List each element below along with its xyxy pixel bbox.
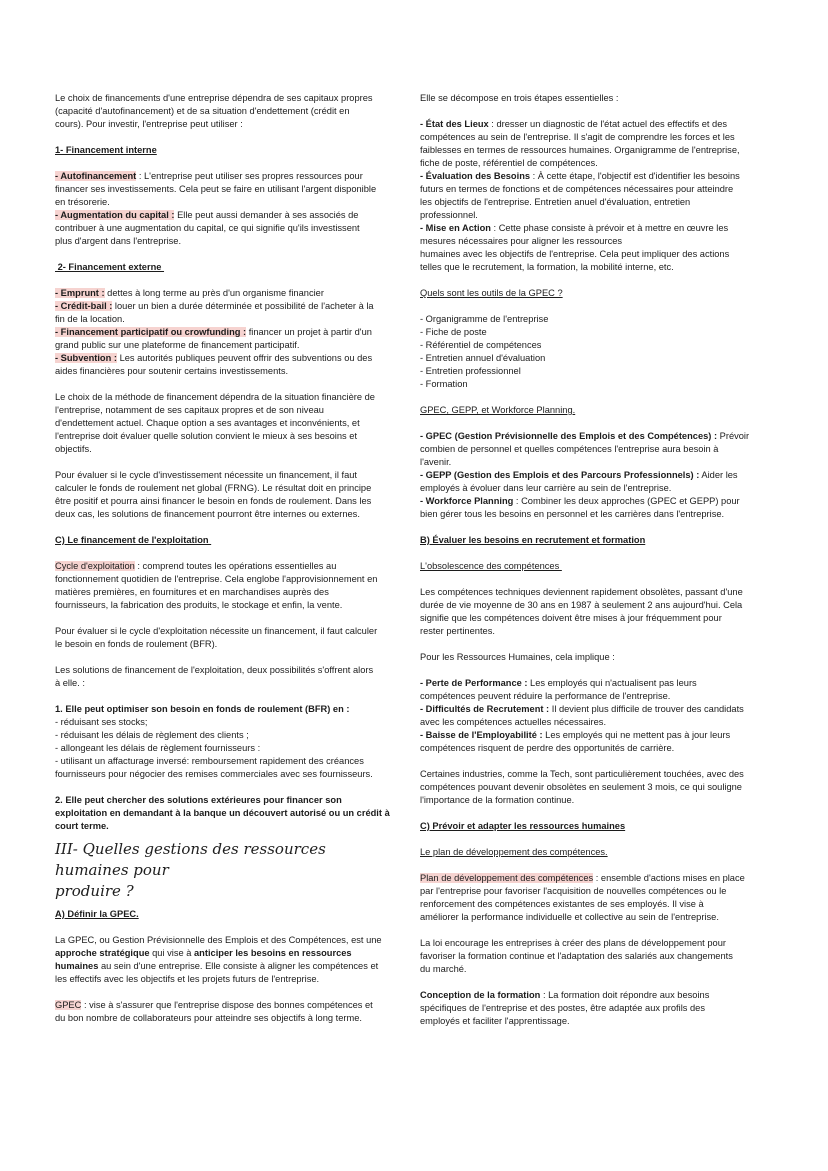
section-title-handwritten: III- Quelles gestions des ressources humaines pour produire ? [55,840,326,900]
list-item: - Entretien annuel d'évaluation [420,353,546,363]
text-line: fin de la location. [55,314,125,324]
heading-evaluer-besoins: B) Évaluer les besoins en recrutement et formation [420,535,646,545]
text-line: en trésorerie. [55,197,110,207]
etapes-intro: Elle se décompose en trois étapes essentielles : [420,93,619,103]
option-2-paragraph: 2. Elle peut chercher des solutions extérieures pour financer son exploitation en demandant à la banque un découvert autorisé ou un crédit à court terme. [55,795,390,831]
gpec-vise-paragraph: GPEC : vise à s'assurer que l'entreprise dispose des bonnes compétences et du bon nombre de collaborateurs pour atteindre ses objectifs à long terme. [55,1000,373,1023]
gpec-gepp-list: - GPEC (Gestion Prévisionnelle des Emplois et des Compétences) : Prévoir combien de personnel et quelles compétences l'entreprise aura besoin à l'avenir. - GEPP (Gestion des Emplois et des Parcours Professionnels) : Aider les employés à évoluer dans leur carrière au sein de l'entreprise. - Workforce Planning : Combiner les deux approches (GPEC et GEPP) pour bien gérer tous les besoins en personnel et les carrières dans l'entreprise. [420,431,750,519]
financement-externe-list: - Emprunt : dettes à long terme au près d'un organisme financier - Crédit-bail : louer un bien a durée déterminée et possibilité de l'acheter à la fin de la location. - Financement participatif ou crowfunding : financer un projet à partir d'un grand public sur une plateforme de financement participatif. - Subvention : Les autorités publiques peuvent offrir des subventions ou des aides financières pour soutenir certains investissements. [55,287,403,378]
cycle-investissement-paragraph: Pour évaluer si le cycle d'investissement nécessite un financement, il faut calculer le fonds de roulement net global (FRNG). Le résultat doit en principe être positif et pourra ainsi financer le besoin en fonds de roulement. Dans les deux cas, les solutions de financement pourront être internes ou externes. [55,470,372,519]
obsolescence-paragraph: Les compétences techniques deviennent rapidement obsolètes, passant d'une durée de vie moyenne de 30 ans en 1987 à seulement 2 ans aujourd'hui. Cela signifie que les compétences doivent être mises à jour fréquemment pour rester pertinentes. [420,587,743,636]
right-column [420,92,774,1028]
highlight-term: - Augmentation du capital : [55,210,175,220]
augmentation-capital-item: - Augmentation du capital : Elle peut aussi demander à ses associés de contribuer à une augmentation du capital, ce qui signifie qu'ils investissent plus d'argent dans l'entreprise. [55,209,403,248]
heading-prevoir-adapter: C) Prévoir et adapter les ressources humaines [420,821,626,831]
list-item: - Fiche de poste [420,327,487,337]
text-line: Le choix de financements d'une entreprise dépendra de ses capitaux propres [55,93,373,103]
heading-financement-interne: 1- Financement interne [55,145,157,155]
highlight-term: Cycle d'exploitation [55,561,135,571]
cycle-exploitation-definition: Cycle d'exploitation : comprend toutes les opérations essentielles au fonctionnement quotidien de l'entreprise. Cela englobe l'approvisionnement en matières premières, en fournitures et en marchandises auprès des fournisseurs, la fabrication des produits, le stockage et enfin, la vente. [55,561,378,610]
text-line: grand public sur une plateforme de financement participatif. [55,340,300,350]
list-item: - Organigramme de l'entreprise [420,314,549,324]
rh-implications-list: - Perte de Performance : Les employés qui n'actualisent pas leurs compétences peuvent réduire la performance de l'entreprise. - Difficultés de Recrutement : Il devient plus difficile de trouver des candidats avec les compétences actuelles nécessaires. - Baisse de l'Employabilité : Les employés qui ne mettent pas à jour leurs compétences risquent de perdre des opportunités de carrière. [420,678,744,753]
solutions-paragraph: Les solutions de financement de l'exploitation, deux possibilités s'offrent alors à elle. : [55,665,374,688]
autofinancement-item: - Autofinancement : L'entreprise peut utiliser ses propres ressources pour financer ses investissements. Cela peut se faire en utilisant l'argent disponible en trésorerie. [55,170,403,209]
plan-definition: Plan de développement des compétences : ensemble d'actions mises en place par l'entreprise pour favoriser l'acquisition de nouvelles compétences ou le renforcement des compétences existantes de ses employés. Il vise à améliorer la performance individuelle et collective au sein de l'entreprise. [420,873,745,922]
highlight-term: - Emprunt : [55,288,105,298]
text-line: plus d'argent dans l'entreprise. [55,236,182,246]
highlight-term: - Financement participatif ou crowfunding : [55,327,247,337]
left-column [55,92,403,1025]
highlight-term: - Subvention : [55,353,117,363]
conception-paragraph: Conception de la formation : La formation doit répondre aux besoins spécifiques de l'entreprise et des postes, être adaptée aux profils des employés et faciliter l'apprentissage. [420,990,710,1026]
highlight-term: - Crédit-bail : [55,301,113,311]
option-1-list: 1. Elle peut optimiser son besoin en fonds de roulement (BFR) en : - réduisant ses stocks; - réduisant les délais de règlement des clients ; - allongeant les délais de règlement fournisseurs : - utilisant un affacturage inversé: remboursement rapidement des créances fournisseurs pour négocier des remises commerciales avec ses fournisseurs. [55,704,373,779]
loi-paragraph: La loi encourage les entreprises à créer des plans de développement pour favoriser la formation continue et l'adaptation des salariés aux changements du marché. [420,938,733,974]
highlight-term: GPEC [55,1000,82,1010]
text-line: aides financières pour soutenir certains investissements. [55,366,289,376]
outils-title: Quels sont les outils de la GPEC ? [420,288,563,298]
list-item: - Entretien professionnel [420,366,521,376]
obsolescence-title: L'obsolescence des compétences [420,561,562,571]
highlight-term: Plan de développement des compétences [420,873,594,883]
heading-financement-exploitation: C) Le financement de l'exploitation [55,535,212,545]
heading-definir-gpec: A) Définir la GPEC. [55,909,139,919]
rh-intro: Pour les Ressources Humaines, cela implique : [420,652,615,662]
intro-paragraph [55,92,403,131]
heading-financement-externe: 2- Financement externe [55,262,165,272]
text-line: (capacité d'autofinancement) et de sa situation d'endettement (crédit en [55,106,350,116]
bfr-paragraph: Pour évaluer si le cycle d'exploitation nécessite un financement, il faut calculer le besoin en fonds de roulement (BFR). [55,626,378,649]
list-item: - Formation [420,379,468,389]
list-item: - Référentiel de compétences [420,340,542,350]
plan-title: Le plan de développement des compétences. [420,847,608,857]
gepp-title: GPEC, GEPP, et Workforce Planning. [420,405,576,415]
text-line: financer ses investissements. Cela peut se faire en utilisant l'argent disponible [55,184,377,194]
etape-evaluation-besoins: - Évaluation des Besoins : À cette étape, l'objectif est d'identifier les besoins futurs en termes de fonctions et de compétences nécessaires pour atteindre les objectifs de l'entreprise. Entretien anuel d'évaluation, entretien professionnel. [420,171,740,220]
choix-paragraph: Le choix de la méthode de financement dépendra de la situation financière de l'entreprise, notamment de ses capitaux propres et de son niveau d'endettement actuel. Chaque option a ses avantages et inconvénients, et l'entreprise doit évaluer quelle solution convient le mieux à ses besoins et objectifs. [55,392,375,454]
gpec-definition-paragraph: La GPEC, ou Gestion Prévisionnelle des Emplois et des Compétences, est une approche stratégique qui vise à anticiper les besoins en ressources humaines au sein d'une entreprise. Elle consiste à aligner les compétences et les effectifs avec les objectifs et les projets futurs de l'entreprise. [55,935,382,984]
tech-paragraph: Certaines industries, comme la Tech, sont particulièrement touchées, avec des compétences pouvant devenir obsolètes en seulement 3 mois, ce qui souligne l'importance de la formation continue. [420,769,744,805]
outils-list [420,313,774,391]
etape-etat-des-lieux: - État des Lieux : dresser un diagnostic de l'état actuel des effectifs et des compétences au sein de l'entreprise. Il s'agit de comprendre les forces et les faiblesses en termes de ressources humaines. Organigramme de l'entreprise, fiche de poste, référentiel de compétences. [420,119,740,168]
etape-mise-en-action: - Mise en Action : Cette phase consiste à prévoir et à mettre en œuvre les mesures nécessaires pour aligner les ressources humaines avec les objectifs de l'entreprise. Cela peut impliquer des actions telles que le recrutement, la formation, la mobilité interne, etc. [420,223,730,272]
text-line: contribuer à une augmentation du capital, ce qui signifie qu'ils investissent [55,223,360,233]
highlight-term: - Autofinancement [55,171,137,181]
text-line: cours). Pour investir, l'entreprise peut utiliser : [55,119,243,129]
